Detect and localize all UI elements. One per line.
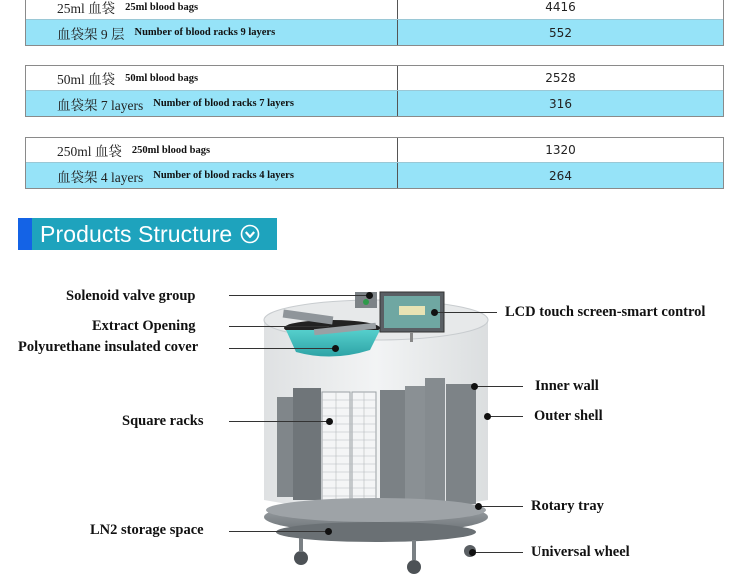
row-label-cn: 血袋架 4 layers [57, 169, 144, 185]
label-square-racks: Square racks [122, 413, 204, 429]
structure-diagram [0, 262, 750, 588]
row-value: 4416 [545, 0, 576, 14]
callout-dot [475, 503, 482, 510]
callout-dot [366, 292, 373, 299]
table-row [26, 0, 723, 20]
leader-line [229, 348, 335, 349]
row-value: 316 [549, 96, 572, 111]
label-solenoid-valve-group: Solenoid valve group [66, 288, 196, 304]
callout-dot [325, 528, 332, 535]
row-value: 552 [549, 25, 572, 40]
section-header-products-structure [18, 218, 277, 250]
label-extract-opening: Extract Opening [92, 318, 196, 334]
label-lcd-touch-screen: LCD touch screen-smart control [505, 304, 706, 320]
row-label-cn: 25ml 血袋 [57, 1, 116, 16]
callout-dot [326, 418, 333, 425]
row-label-cn: 250ml 血袋 [57, 144, 122, 159]
label-inner-wall: Inner wall [535, 378, 599, 394]
spec-table-50ml [25, 65, 724, 117]
label-ln2-storage-space: LN2 storage space [90, 522, 204, 538]
label-rotary-tray: Rotary tray [531, 498, 604, 514]
square-racks [322, 392, 376, 506]
table-row [26, 66, 723, 91]
table-row [26, 20, 723, 45]
row-label-en: Number of blood racks 7 layers [153, 98, 294, 109]
row-label-cn: 50ml 血袋 [57, 72, 116, 87]
row-label-en: Number of blood racks 4 layers [153, 170, 294, 181]
callout-dot [471, 383, 478, 390]
spec-table-25ml [25, 0, 724, 46]
callout-dot [469, 549, 476, 556]
callout-dot [431, 309, 438, 316]
leader-line [475, 386, 523, 387]
row-label-en: 250ml blood bags [131, 144, 211, 156]
row-label-en: 50ml blood bags [125, 72, 199, 84]
leader-line [229, 531, 329, 532]
table-row [26, 138, 723, 163]
callout-dot [332, 345, 339, 352]
label-outer-shell: Outer shell [534, 408, 603, 424]
label-polyurethane-insulated-cover: Polyurethane insulated cover [18, 339, 199, 355]
table-row [26, 163, 723, 188]
section-title: Products Structure [40, 220, 233, 247]
row-label-cn: 血袋架 7 layers [57, 97, 144, 113]
chevron-down-circle-icon[interactable] [240, 224, 260, 244]
table-row [26, 91, 723, 116]
banner-accent-stripe [18, 218, 32, 250]
leader-line [229, 421, 329, 422]
row-value: 2528 [545, 71, 576, 85]
leader-line [474, 552, 523, 553]
spec-table-250ml [25, 137, 724, 189]
leader-line [480, 506, 523, 507]
row-value: 264 [549, 168, 572, 183]
row-label-en: Number of blood racks 9 layers [134, 27, 276, 38]
row-value: 1320 [545, 143, 576, 157]
leader-line [489, 416, 523, 417]
leader-line [229, 295, 369, 296]
leader-line [437, 312, 497, 313]
label-universal-wheel: Universal wheel [531, 544, 630, 560]
row-label-en: 25ml blood bags [125, 1, 199, 13]
leader-line [229, 326, 329, 327]
callout-dot [484, 413, 491, 420]
row-label-cn: 血袋架 9 层 [57, 26, 125, 42]
